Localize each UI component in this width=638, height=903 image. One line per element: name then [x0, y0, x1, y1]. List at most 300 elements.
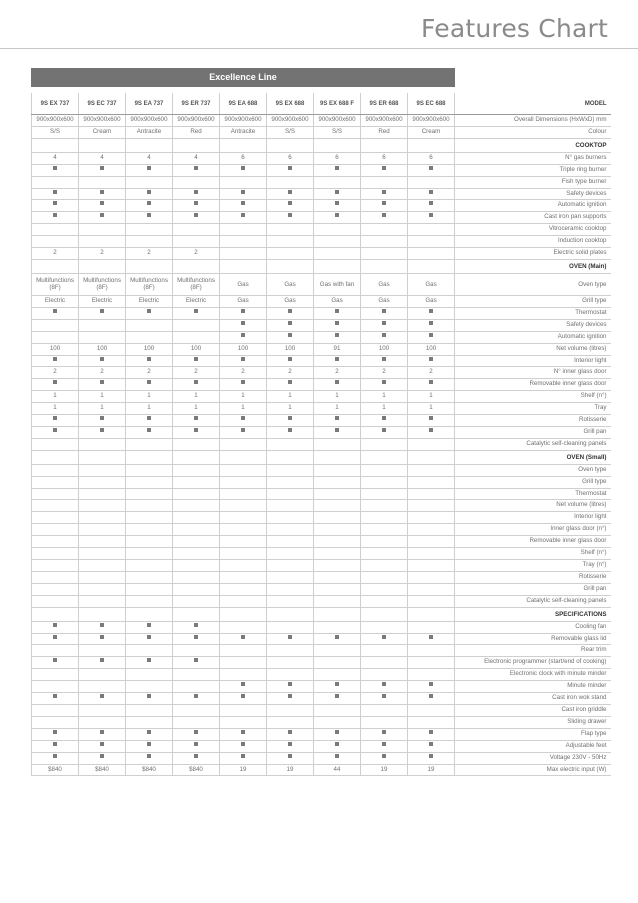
feature-label: Tray	[455, 403, 611, 415]
table-cell: 900x900x600	[126, 115, 173, 127]
table-cell	[220, 379, 267, 391]
feature-label: Interior light	[455, 512, 611, 524]
table-cell: Electric	[126, 295, 173, 307]
table-cell	[361, 236, 408, 248]
table-cell: 1	[32, 403, 79, 415]
table-row	[32, 438, 611, 450]
table-cell	[173, 415, 220, 427]
feature-label: N° gas burners	[455, 152, 611, 164]
table-cell: 2	[314, 367, 361, 379]
table-cell	[361, 716, 408, 728]
feature-check-icon	[241, 357, 245, 361]
table-cell	[314, 740, 361, 752]
feature-label: Shelf (n°)	[455, 391, 611, 403]
table-cell	[408, 176, 455, 188]
table-cell	[220, 307, 267, 319]
feature-check-icon	[241, 416, 245, 420]
table-cell	[79, 176, 126, 188]
table-cell	[361, 536, 408, 548]
table-cell: 100	[361, 343, 408, 355]
feature-check-icon	[288, 754, 292, 758]
table-cell: Gas	[267, 273, 314, 295]
table-row	[32, 224, 611, 236]
feature-check-icon	[147, 201, 151, 205]
table-cell	[126, 488, 173, 500]
table-cell	[79, 426, 126, 438]
table-cell: 1	[267, 391, 314, 403]
table-cell	[126, 548, 173, 560]
feature-label: Grill type	[455, 295, 611, 307]
table-cell	[220, 669, 267, 681]
feature-check-icon	[53, 416, 57, 420]
table-cell: 6	[267, 152, 314, 164]
table-cell	[32, 633, 79, 645]
table-cell: 6	[408, 152, 455, 164]
feature-check-icon	[100, 730, 104, 734]
table-cell	[361, 752, 408, 764]
table-cell	[220, 621, 267, 633]
table-cell: Antracite	[126, 126, 173, 138]
table-cell	[79, 536, 126, 548]
table-cell	[79, 355, 126, 367]
feature-label: Electronic clock with minute minder	[455, 669, 611, 681]
table-cell	[220, 752, 267, 764]
table-cell	[32, 426, 79, 438]
feature-label: Max electric input (W)	[455, 764, 611, 776]
table-cell	[361, 415, 408, 427]
table-cell	[361, 669, 408, 681]
table-cell: 19	[361, 764, 408, 776]
table-cell	[126, 307, 173, 319]
feature-label: Grill pan	[455, 583, 611, 595]
table-cell	[267, 633, 314, 645]
table-cell: 1	[79, 403, 126, 415]
table-cell	[314, 450, 361, 464]
table-cell	[408, 571, 455, 583]
feature-check-icon	[147, 623, 151, 627]
table-cell	[32, 669, 79, 681]
table-cell	[126, 716, 173, 728]
table-cell	[408, 633, 455, 645]
feature-check-icon	[241, 682, 245, 686]
table-cell	[32, 560, 79, 572]
feature-check-icon	[53, 742, 57, 746]
feature-check-icon	[241, 309, 245, 313]
table-cell	[220, 716, 267, 728]
table-cell	[32, 512, 79, 524]
table-cell	[79, 645, 126, 657]
table-row	[32, 716, 611, 728]
feature-check-icon	[335, 635, 339, 639]
feature-label: Shelf (n°)	[455, 548, 611, 560]
table-cell	[220, 164, 267, 176]
feature-label: Voltage 230V - 50Hz	[455, 752, 611, 764]
table-cell	[79, 438, 126, 450]
feature-check-icon	[288, 333, 292, 337]
table-row	[32, 704, 611, 716]
model-header: 9S EX 737	[32, 93, 79, 115]
table-cell	[32, 740, 79, 752]
table-cell	[314, 681, 361, 693]
table-cell	[173, 512, 220, 524]
table-cell: 1	[267, 403, 314, 415]
feature-check-icon	[194, 623, 198, 627]
feature-check-icon	[241, 754, 245, 758]
table-cell	[173, 693, 220, 705]
table-cell	[126, 681, 173, 693]
table-cell	[126, 524, 173, 536]
table-cell	[173, 138, 220, 152]
table-cell	[220, 476, 267, 488]
table-cell	[79, 716, 126, 728]
table-cell	[173, 560, 220, 572]
table-row	[32, 307, 611, 319]
feature-check-icon	[147, 754, 151, 758]
table-cell	[361, 426, 408, 438]
feature-label: Triple ring burner	[455, 164, 611, 176]
table-cell	[267, 450, 314, 464]
table-cell	[126, 355, 173, 367]
feature-check-icon	[335, 742, 339, 746]
model-header: 9S EX 688 F	[314, 93, 361, 115]
feature-check-icon	[53, 309, 57, 313]
table-cell: Multifunctions (8F)	[126, 273, 173, 295]
table-cell: Gas	[220, 295, 267, 307]
table-row	[32, 126, 611, 138]
table-cell	[220, 571, 267, 583]
table-cell: 91	[314, 343, 361, 355]
table-cell	[408, 488, 455, 500]
table-cell	[314, 621, 361, 633]
table-cell: 19	[220, 764, 267, 776]
table-cell	[220, 536, 267, 548]
feature-check-icon	[288, 166, 292, 170]
table-cell	[267, 595, 314, 607]
feature-label: Vitroceramic cooktop	[455, 224, 611, 236]
table-cell	[126, 560, 173, 572]
table-cell	[314, 536, 361, 548]
feature-label: Grill type	[455, 476, 611, 488]
table-cell: Electric	[79, 295, 126, 307]
table-cell	[408, 536, 455, 548]
table-row	[32, 248, 611, 260]
feature-check-icon	[335, 213, 339, 217]
feature-check-icon	[288, 742, 292, 746]
table-cell	[267, 355, 314, 367]
table-row	[32, 188, 611, 200]
table-cell: 4	[79, 152, 126, 164]
feature-check-icon	[100, 357, 104, 361]
feature-label: Net volume (litres)	[455, 343, 611, 355]
feature-label: Automatic ignition	[455, 331, 611, 343]
table-cell	[32, 176, 79, 188]
table-cell	[173, 224, 220, 236]
table-cell	[173, 200, 220, 212]
table-cell	[126, 512, 173, 524]
table-cell	[267, 200, 314, 212]
feature-label: Grill pan	[455, 426, 611, 438]
table-cell	[173, 307, 220, 319]
table-row	[32, 343, 611, 355]
table-cell	[173, 595, 220, 607]
feature-label: Cooling fan	[455, 621, 611, 633]
table-cell	[267, 236, 314, 248]
feature-label: Rear trim	[455, 645, 611, 657]
table-cell	[79, 583, 126, 595]
table-cell	[314, 164, 361, 176]
table-cell	[408, 355, 455, 367]
feature-check-icon	[53, 658, 57, 662]
feature-check-icon	[241, 201, 245, 205]
table-cell	[220, 319, 267, 331]
table-cell: 2	[408, 367, 455, 379]
table-cell	[220, 704, 267, 716]
table-cell	[361, 259, 408, 273]
table-cell	[361, 645, 408, 657]
table-cell: Gas with fan	[314, 273, 361, 295]
table-cell	[173, 681, 220, 693]
feature-check-icon	[429, 694, 433, 698]
feature-check-icon	[382, 321, 386, 325]
table-cell	[314, 548, 361, 560]
model-header: 9S EA 737	[126, 93, 173, 115]
table-cell	[126, 752, 173, 764]
table-cell	[408, 716, 455, 728]
table-cell	[32, 645, 79, 657]
table-cell	[79, 138, 126, 152]
table-cell	[408, 224, 455, 236]
feature-check-icon	[194, 357, 198, 361]
table-cell	[267, 536, 314, 548]
table-cell: 2	[361, 367, 408, 379]
table-cell	[173, 488, 220, 500]
table-cell	[79, 415, 126, 427]
table-cell	[173, 669, 220, 681]
table-cell	[267, 716, 314, 728]
feature-check-icon	[335, 190, 339, 194]
feature-label: Rotisserie	[455, 571, 611, 583]
table-cell	[79, 669, 126, 681]
feature-check-icon	[429, 682, 433, 686]
table-cell	[361, 248, 408, 260]
feature-check-icon	[382, 166, 386, 170]
table-cell	[220, 236, 267, 248]
table-row	[32, 752, 611, 764]
table-cell	[361, 176, 408, 188]
table-row	[32, 633, 611, 645]
feature-label: Safety devices	[455, 188, 611, 200]
model-header: 9S ER 737	[173, 93, 220, 115]
table-cell	[79, 236, 126, 248]
table-cell	[408, 512, 455, 524]
table-cell	[32, 681, 79, 693]
table-cell	[220, 464, 267, 476]
table-cell: 1	[408, 403, 455, 415]
table-cell	[361, 621, 408, 633]
feature-check-icon	[382, 416, 386, 420]
feature-label: Safety devices	[455, 319, 611, 331]
feature-check-icon	[382, 754, 386, 758]
feature-check-icon	[382, 694, 386, 698]
table-cell	[267, 319, 314, 331]
table-cell: Gas	[408, 295, 455, 307]
section-label: COOKTOP	[455, 138, 611, 152]
table-cell	[314, 464, 361, 476]
table-cell	[267, 438, 314, 450]
feature-check-icon	[335, 428, 339, 432]
table-cell: 1	[126, 403, 173, 415]
table-cell	[408, 704, 455, 716]
table-cell	[361, 524, 408, 536]
table-cell	[126, 657, 173, 669]
feature-label: Net volume (litres)	[455, 500, 611, 512]
table-cell	[32, 164, 79, 176]
feature-check-icon	[288, 730, 292, 734]
table-cell	[267, 657, 314, 669]
table-cell	[173, 524, 220, 536]
feature-check-icon	[288, 201, 292, 205]
table-cell	[314, 355, 361, 367]
table-cell	[79, 704, 126, 716]
table-cell	[267, 681, 314, 693]
table-cell	[79, 259, 126, 273]
table-cell	[220, 188, 267, 200]
table-cell	[314, 224, 361, 236]
table-row	[32, 115, 611, 127]
section-row	[32, 138, 611, 152]
table-cell	[126, 415, 173, 427]
feature-check-icon	[100, 416, 104, 420]
table-cell	[32, 488, 79, 500]
feature-check-icon	[147, 416, 151, 420]
feature-check-icon	[147, 213, 151, 217]
table-cell: 19	[408, 764, 455, 776]
model-header: 9S EX 688	[267, 93, 314, 115]
feature-check-icon	[429, 380, 433, 384]
table-cell	[408, 188, 455, 200]
table-row	[32, 728, 611, 740]
table-cell	[314, 595, 361, 607]
table-cell	[314, 438, 361, 450]
feature-check-icon	[335, 166, 339, 170]
feature-check-icon	[147, 190, 151, 194]
table-cell	[126, 176, 173, 188]
table-cell	[220, 426, 267, 438]
table-cell	[126, 571, 173, 583]
table-cell: Multifunctions (8F)	[79, 273, 126, 295]
table-cell	[314, 319, 361, 331]
table-cell	[361, 633, 408, 645]
table-row	[32, 319, 611, 331]
table-cell: $840	[173, 764, 220, 776]
table-cell	[220, 488, 267, 500]
table-cell	[173, 319, 220, 331]
table-cell	[220, 728, 267, 740]
table-cell	[173, 633, 220, 645]
table-cell	[408, 607, 455, 621]
section-label: OVEN (Main)	[455, 259, 611, 273]
table-cell	[32, 188, 79, 200]
table-cell: 1	[361, 391, 408, 403]
table-row	[32, 212, 611, 224]
feature-check-icon	[100, 166, 104, 170]
feature-check-icon	[241, 213, 245, 217]
feature-check-icon	[288, 190, 292, 194]
table-cell	[173, 331, 220, 343]
feature-check-icon	[100, 694, 104, 698]
feature-check-icon	[53, 623, 57, 627]
table-cell	[267, 488, 314, 500]
table-cell	[314, 571, 361, 583]
table-cell	[32, 607, 79, 621]
table-cell: 2	[220, 367, 267, 379]
table-cell	[126, 693, 173, 705]
table-cell	[220, 248, 267, 260]
table-cell	[361, 500, 408, 512]
feature-check-icon	[100, 742, 104, 746]
title-divider	[0, 48, 638, 49]
feature-check-icon	[429, 166, 433, 170]
feature-check-icon	[194, 730, 198, 734]
feature-check-icon	[100, 635, 104, 639]
feature-check-icon	[100, 309, 104, 313]
table-cell	[267, 331, 314, 343]
table-cell: 2	[267, 367, 314, 379]
table-cell	[173, 583, 220, 595]
table-cell	[408, 200, 455, 212]
section-row	[32, 450, 611, 464]
table-cell	[126, 450, 173, 464]
feature-check-icon	[241, 380, 245, 384]
table-cell: 6	[361, 152, 408, 164]
feature-check-icon	[147, 309, 151, 313]
feature-check-icon	[241, 730, 245, 734]
table-row	[32, 236, 611, 248]
table-cell	[220, 138, 267, 152]
table-cell	[173, 426, 220, 438]
table-cell	[314, 728, 361, 740]
table-cell	[220, 524, 267, 536]
table-cell	[267, 259, 314, 273]
feature-check-icon	[335, 357, 339, 361]
table-cell	[173, 259, 220, 273]
table-cell	[126, 500, 173, 512]
table-cell	[126, 426, 173, 438]
table-cell	[314, 138, 361, 152]
table-cell	[408, 138, 455, 152]
table-row	[32, 200, 611, 212]
table-cell	[32, 319, 79, 331]
table-cell	[267, 607, 314, 621]
table-cell	[361, 200, 408, 212]
feature-check-icon	[382, 333, 386, 337]
table-cell	[220, 200, 267, 212]
table-cell	[314, 560, 361, 572]
table-cell: Gas	[220, 273, 267, 295]
table-cell	[126, 740, 173, 752]
feature-check-icon	[100, 623, 104, 627]
feature-check-icon	[335, 682, 339, 686]
table-cell	[126, 259, 173, 273]
table-cell	[408, 379, 455, 391]
features-body	[32, 115, 611, 776]
table-cell: 19	[267, 764, 314, 776]
table-cell	[173, 464, 220, 476]
table-row	[32, 415, 611, 427]
table-cell	[408, 259, 455, 273]
feature-check-icon	[194, 416, 198, 420]
table-cell	[220, 415, 267, 427]
